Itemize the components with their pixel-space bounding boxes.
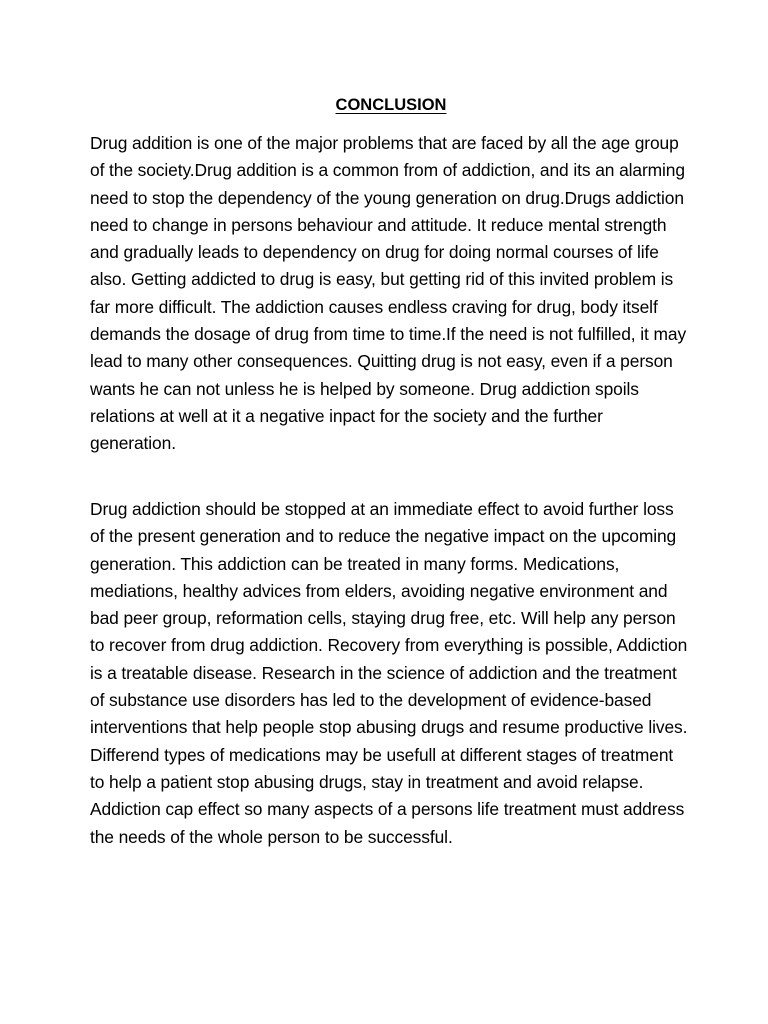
paragraph-1: Drug addition is one of the major problems that are faced by all the age group of the society.Drug addition is a common from of addiction, and its an alarming need to stop the dependency of the young generation on drug.Drugs addiction need to change in persons behaviour and attitude. It reduce mental strength and gradually leads to dependency on drug for doing normal courses of life also. Getting addicted to drug is easy, but getting rid of this invited problem is far more difficult. The addiction causes endless craving for drug, body itself demands the dosage of drug from time to time.If the need is not fulfilled, it may lead to many other consequences. Quitting drug is not easy, even if a person wants he can not unless he is helped by someone. Drug addiction spoils relations at well at it a negative inpact for the society and the further generation. <box>90 133 687 454</box>
page-title: CONCLUSION <box>335 96 447 114</box>
paragraph-2: Drug addiction should be stopped at an immediate effect to avoid further loss of the present generation and to reduce the negative impact on the upcoming generation. This addiction can be treated in many forms. Medications, mediations, healthy advices from elders, avoiding negative environment and bad peer group, reformation cells, staying drug free, etc. Will help any person to recover from drug addiction. Recovery from everything is possible, Addiction is a treatable disease. Research in the science of addiction and the treatment of substance use disorders has led to the development of evidence-based interventions that help people stop abusing drugs and resume productive lives. Differend types of medications may be usefull at different stages of treatment to help a patient stop abusing drugs, stay in treatment and avoid relapse. Addiction cap effect so many aspects of a persons life treatment must address the needs of the whole person to be successful. <box>90 499 688 847</box>
